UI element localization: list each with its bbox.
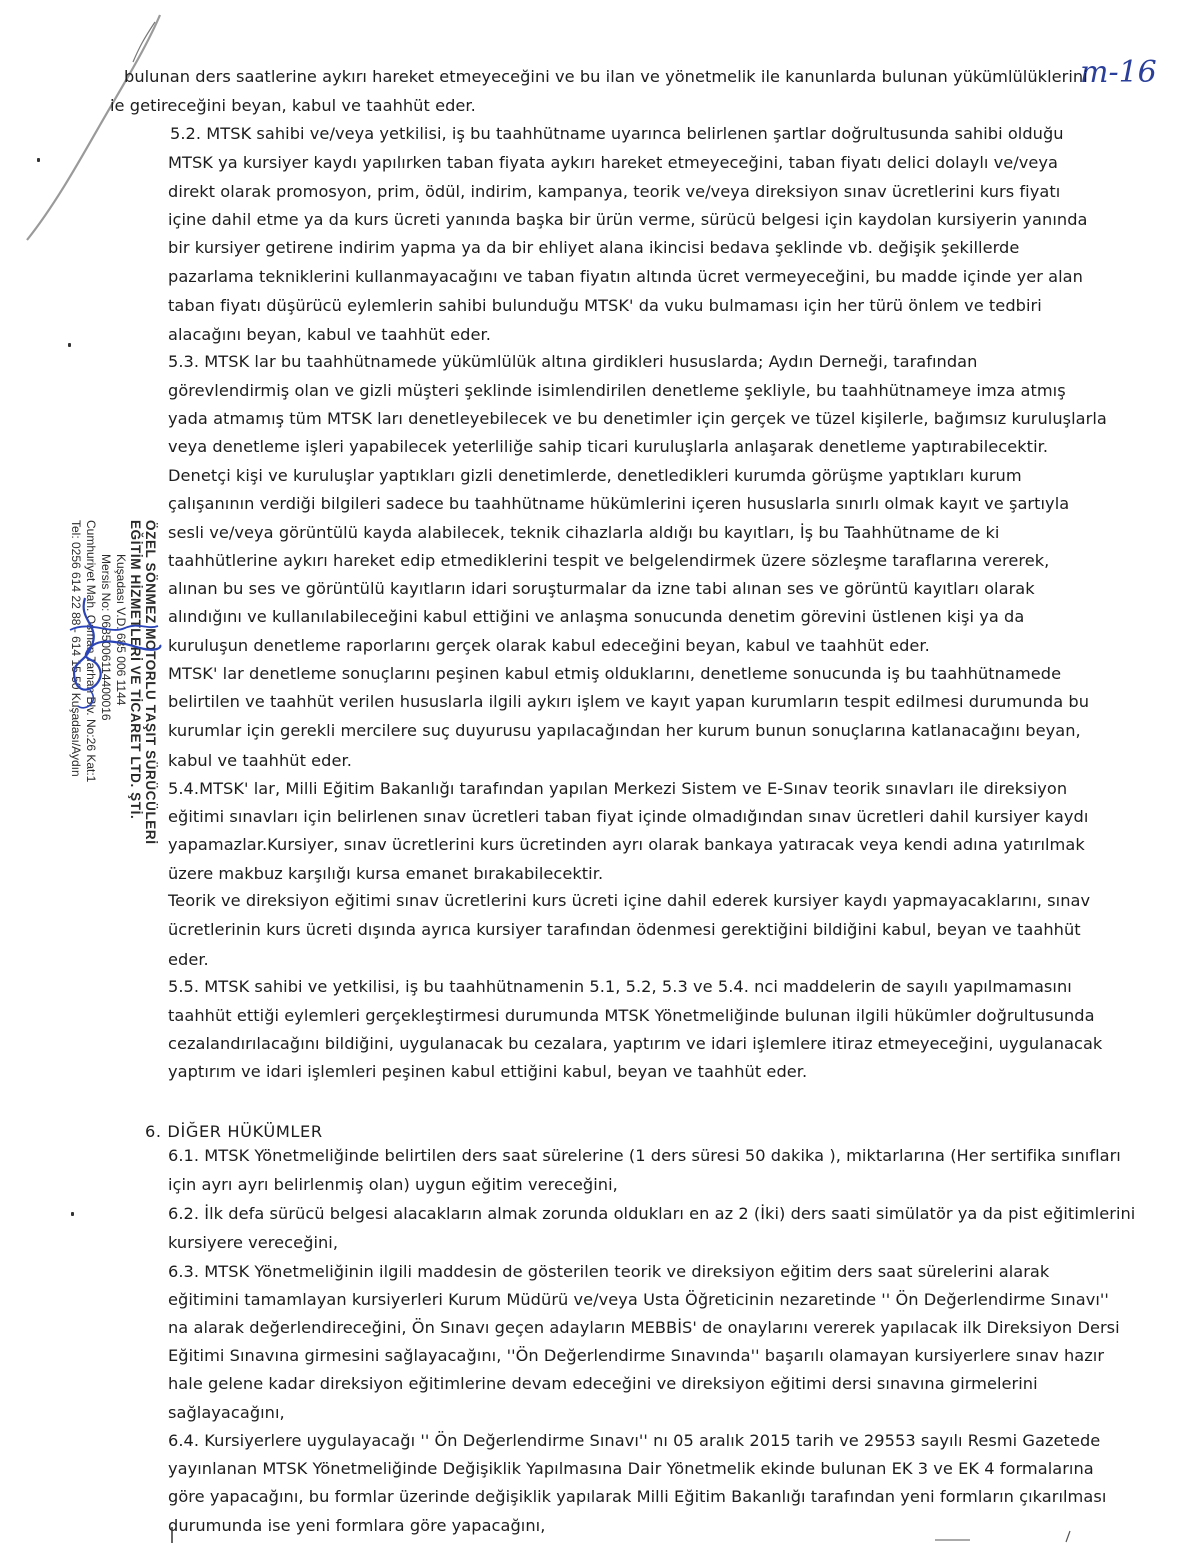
- text-line: ücretlerinin kurs ücreti dışında ayrıca kursiyer tarafından ödenmesi gerektiğini bildiğini kabul, beyan ve taahhüt: [168, 920, 1081, 939]
- text-line: kuruluşun denetleme raporlarını gerçek olarak kabul edeceğini beyan, kabul ve taahhüt eder.: [168, 636, 930, 655]
- company-stamp: [18, 520, 158, 900]
- text-line: üzere makbuz karşılığı kursa emanet bırakabilecektir.: [168, 864, 604, 883]
- stamp-line: ÖZEL SÖNMEZ MOTORLU TAŞIT SÜRÜCÜLERİ: [143, 520, 158, 845]
- text-line: belirtilen ve taahhüt verilen hususlarla ilgili aykırı işlem ve kayıt yapan kurumların tespit edilmesi durumunda bu: [168, 692, 1089, 711]
- speck-mark: [68, 343, 71, 347]
- text-line: alacağını beyan, kabul ve taahhüt eder.: [168, 325, 491, 344]
- text-line: eğitimi sınavları için belirlenen sınav ücretleri taban fiyat içinde olmadığından sınav ücretleri dahil kursiyer kaydı: [168, 807, 1089, 826]
- text-line: direkt olarak promosyon, prim, ödül, indirim, kampanya, teorik ve/veya direksiyon sınav ücretlerini kurs fiyatı: [168, 182, 1061, 201]
- text-line: kursiyere vereceğini,: [168, 1233, 339, 1252]
- stamp-line: Kuşadası V.D. 685 006 1144: [114, 554, 128, 706]
- text-line: 5.3. MTSK lar bu taahhütnamede yükümlülük altına girdikleri hususlarda; Aydın Derneği, tarafından: [168, 352, 978, 371]
- text-line: MTSK ya kursiyer kaydı yapılırken taban fiyata aykırı hareket etmeyeceğini, taban fiyatı delici dolaylı ve/veya: [168, 153, 1058, 172]
- handwritten-page-note: m-16: [1080, 55, 1157, 90]
- text-line: alındığını ve kullanılabileceğini kabul ettiğini ve anlaşma sonucunda denetim görevini üstlenen kişi ya da: [168, 607, 1025, 626]
- text-line: yada atmamış tüm MTSK ları denetleyebilecek ve bu denetimler için gerçek ve tüzel kişilerle, bağımsız kuruluşlarla: [168, 409, 1107, 428]
- text-line: 5.5. MTSK sahibi ve yetkilisi, iş bu taahhütnamenin 5.1, 5.2, 5.3 ve 5.4. nci maddelerin de sayılı yapılmamasını: [168, 977, 1072, 996]
- text-line: sesli ve/veya görüntülü kayda alabilecek, teknik cihazlarla aldığı bu kayıtları, İş bu Taahhütname de ki: [168, 523, 1000, 542]
- speck-mark: [37, 158, 40, 162]
- text-line: MTSK' lar denetleme sonuçlarını peşinen kabul etmiş olduklarını, denetleme sonucunda iş bu taahhütnamede: [168, 664, 1062, 683]
- text-line: hale gelene kadar direksiyon eğitimlerine devam edeceğini ve direksiyon eğitimi dersi sınavına girmelerini: [168, 1374, 1038, 1393]
- text-line: taahhütlerine aykırı hareket edip etmediklerini tespit ve belgelendirmek üzere sözleşme taraflarına vererek,: [168, 551, 1050, 570]
- text-line: bulunan ders saatlerine aykırı hareket etmeyeceğini ve bu ilan ve yönetmelik ile kanunlarda bulunan yükümlülüklerini: [124, 67, 1088, 86]
- text-line: bir kursiyer getirene indirim yapma ya da bir ehliyet alana ikincisi bedava şeklinde vb. değişik şekillerde: [168, 238, 1020, 257]
- text-line: alınan bu ses ve görüntülü kayıtların idari soruşturmalar da izne tabi alınan ses ve görüntü kayıtları olarak: [168, 579, 1035, 598]
- text-line: çalışanının verdiği bilgileri sadece bu taahhütname hükümlerini içeren hususlarla sınırlı olmak kayıt ve şartıyla: [168, 494, 1070, 513]
- text-line: na alarak değerlendireceğini, Ön Sınavı geçen adayların MEBBİS' de onaylarını vererek yapılacak ilk Direksiyon Dersi: [168, 1318, 1120, 1337]
- text-line: veya denetleme işleri yapabilecek yeterliliğe sahip ticari kuruluşlarla anlaşarak denetleme yaptırabilecektir.: [168, 437, 1049, 456]
- text-line: Eğitimi Sınavına girmesini sağlayacağını, ''Ön Değerlendirme Sınavında'' başarılı olamayan kursiyerlere sınav hazır: [168, 1346, 1105, 1365]
- text-line: durumunda ise yeni formlara göre yapacağını,: [168, 1516, 546, 1535]
- speck-mark: [71, 1212, 74, 1216]
- text-line: 6.1. MTSK Yönetmeliğinde belirtilen ders saat sürelerine (1 ders süresi 50 dakika ), miktarlarına (Her sertifika sınıfları: [168, 1146, 1121, 1165]
- text-line: 6.2. İlk defa sürücü belgesi alacakların almak zorunda oldukları en az 2 (İki) ders saati simülatör ya da pist eğitimlerini: [168, 1204, 1136, 1223]
- text-line: ie getireceğini beyan, kabul ve taahhüt eder.: [110, 96, 476, 115]
- text-line: kabul ve taahhüt eder.: [168, 751, 352, 770]
- text-line: göre yapacağını, bu formlar üzerinde değişiklik yapılarak Milli Eğitim Bakanlığı tarafından yeni formların çıkarılması: [168, 1487, 1107, 1506]
- text-line: yapamazlar.Kursiyer, sınav ücretlerini kurs ücretinden ayrı olarak bankaya yatıracak veya kendi adına yatırılmak: [168, 835, 1085, 854]
- text-line: sağlayacağını,: [168, 1403, 285, 1422]
- text-line: eder.: [168, 950, 209, 969]
- margin-mark: [930, 1528, 1080, 1544]
- text-line: Denetçi kişi ve kuruluşlar yaptıkları gizli denetimlerde, denetledikleri kurumda görüşme yaptıkları kurum: [168, 466, 1022, 485]
- text-line: için ayrı ayrı belirlenmiş olan) uygun eğitim vereceğini,: [168, 1175, 618, 1194]
- text-line: eğitimini tamamlayan kursiyerleri Kurum Müdürü ve/veya Usta Öğreticinin nezaretinde '' Ön Değerlendirme Sınavı'': [168, 1290, 1109, 1309]
- stamp-line: Cumhuriyet Mah. Osman Tarhan Blv. No:26 Kat:1: [84, 520, 98, 783]
- text-line: yayınlanan MTSK Yönetmeliğinde Değişiklik Yapılmasına Dair Yönetmelik ekinde bulunan EK 3 ve EK 4 formalarına: [168, 1459, 1094, 1478]
- text-line: taahhüt ettiği eylemleri gerçekleştirmesi durumunda MTSK Yönetmeliğinde bulunan ilgili hükümler doğrultusunda: [168, 1006, 1095, 1025]
- text-line: yaptırım ve idari işlemleri peşinen kabul ettiğini kabul, beyan ve taahhüt eder.: [168, 1062, 808, 1081]
- pen-stroke-mark: [15, 10, 175, 250]
- text-line: 6.4. Kursiyerlere uygulayacağı '' Ön Değerlendirme Sınavı'' nı 05 aralık 2015 tarih ve 29553 sayılı Resmi Gazetede: [168, 1431, 1101, 1450]
- text-line: kurumlar için gerekli mercilere suç duyurusu yapılacağından her kurum bunun sonuçlarına katlanacağını beyan,: [168, 721, 1081, 740]
- text-line: 5.4.MTSK' lar, Milli Eğitim Bakanlığı tarafından yapılan Merkezi Sistem ve E-Sınav teorik sınavları ile direksiyon: [168, 779, 1068, 798]
- section-heading: 6. DİĞER HÜKÜMLER: [145, 1122, 323, 1141]
- stamp-line: Tel: 0256 614 22 88 - 614 15 50 Kuşadası/Aydın: [69, 520, 83, 777]
- text-line: içine dahil etme ya da kurs ücreti yanında başka bir ürün verme, sürücü belgesi için kaydolan kursiyerin yanında: [168, 210, 1088, 229]
- text-line: 5.2. MTSK sahibi ve/veya yetkilisi, iş bu taahhütname uyarınca belirlenen şartlar doğrultusunda sahibi olduğu: [170, 124, 1064, 143]
- text-line: taban fiyatı düşürücü eylemlerin sahibi bulunduğu MTSK' da vuku bulmaması için her türü önlem ve tedbiri: [168, 296, 1042, 315]
- text-line: görevlendirmiş olan ve gizli müşteri şeklinde isimlendirilen denetleme şekliyle, bu taahhütnameye imza atmış: [168, 381, 1066, 400]
- stamp-line: EĞİTİM HİZMETLERİ VE TİCARET LTD. ŞTİ.: [128, 520, 143, 820]
- text-line: pazarlama tekniklerini kullanmayacağını ve taban fiyatın altında ücret vermeyeceğini, bu madde içinde yer alan: [168, 267, 1083, 286]
- text-line: 6.3. MTSK Yönetmeliğinin ilgili maddesin de gösterilen teorik ve direksiyon eğitim ders saat sürelerini alarak: [168, 1262, 1050, 1281]
- text-line: cezalandırılacağını bildiğini, uygulanacak bu cezalara, yaptırım ve idari işlemlere itiraz etmeyeceğini, uygulanacak: [168, 1034, 1103, 1053]
- stamp-line: Mersis No: 0685006114400016: [99, 554, 113, 721]
- text-line: Teorik ve direksiyon eğitimi sınav ücretlerini kurs ücreti içine dahil ederek kursiyer kaydı yapmayacaklarını, sınav: [168, 891, 1091, 910]
